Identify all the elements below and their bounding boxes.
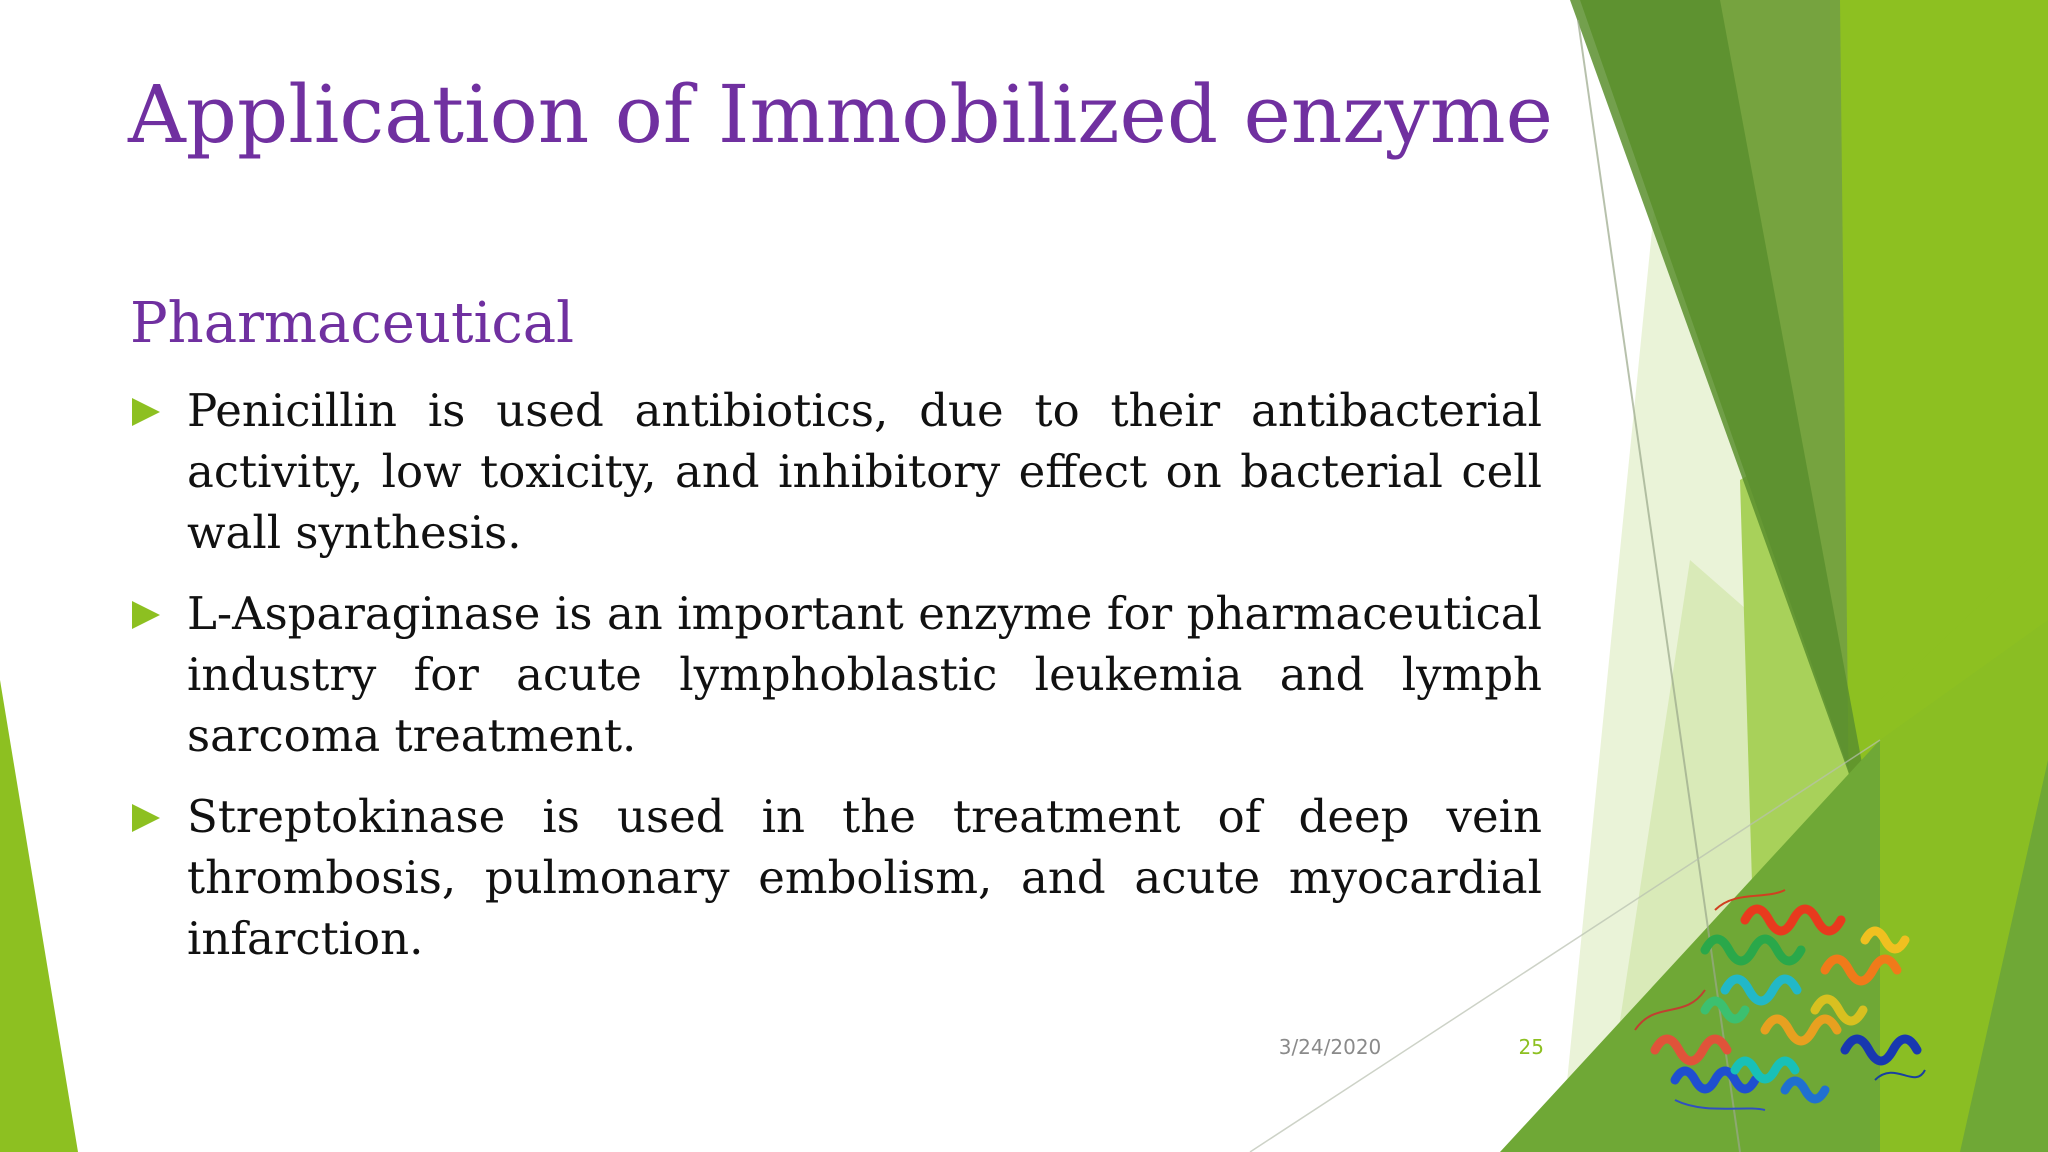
bullet-text: Penicillin is used antibiotics, due to their antibacterial activity, low toxicity, and inhibitory effect on bacterial cell wall synthesis. [187, 384, 1542, 559]
bullet-text: Streptokinase is used in the treatment of deep vein thrombosis, pulmonary embolism, and acute myocardial infarction. [187, 790, 1542, 965]
protein-structure-icon [1615, 880, 1935, 1120]
triangle-right-icon [132, 804, 160, 832]
section-heading: Pharmaceutical [130, 291, 575, 356]
slide-number: 25 [1518, 1035, 1544, 1059]
slide-date: 3/24/2020 [1278, 1035, 1382, 1059]
triangle-right-icon [132, 398, 160, 426]
bullet-item [130, 380, 1542, 563]
bullet-item [130, 786, 1542, 969]
bullet-text: L-Asparaginase is an important enzyme for pharmaceutical industry for acute lymphoblastic leukemia and lymph sarcoma treatment. [187, 587, 1542, 762]
left-edge-facet [0, 680, 78, 1152]
bullet-item [130, 583, 1542, 766]
triangle-right-icon [132, 601, 160, 629]
bullet-list [130, 380, 1542, 989]
slide-title: Application of Immobilized enzyme [128, 68, 1553, 161]
